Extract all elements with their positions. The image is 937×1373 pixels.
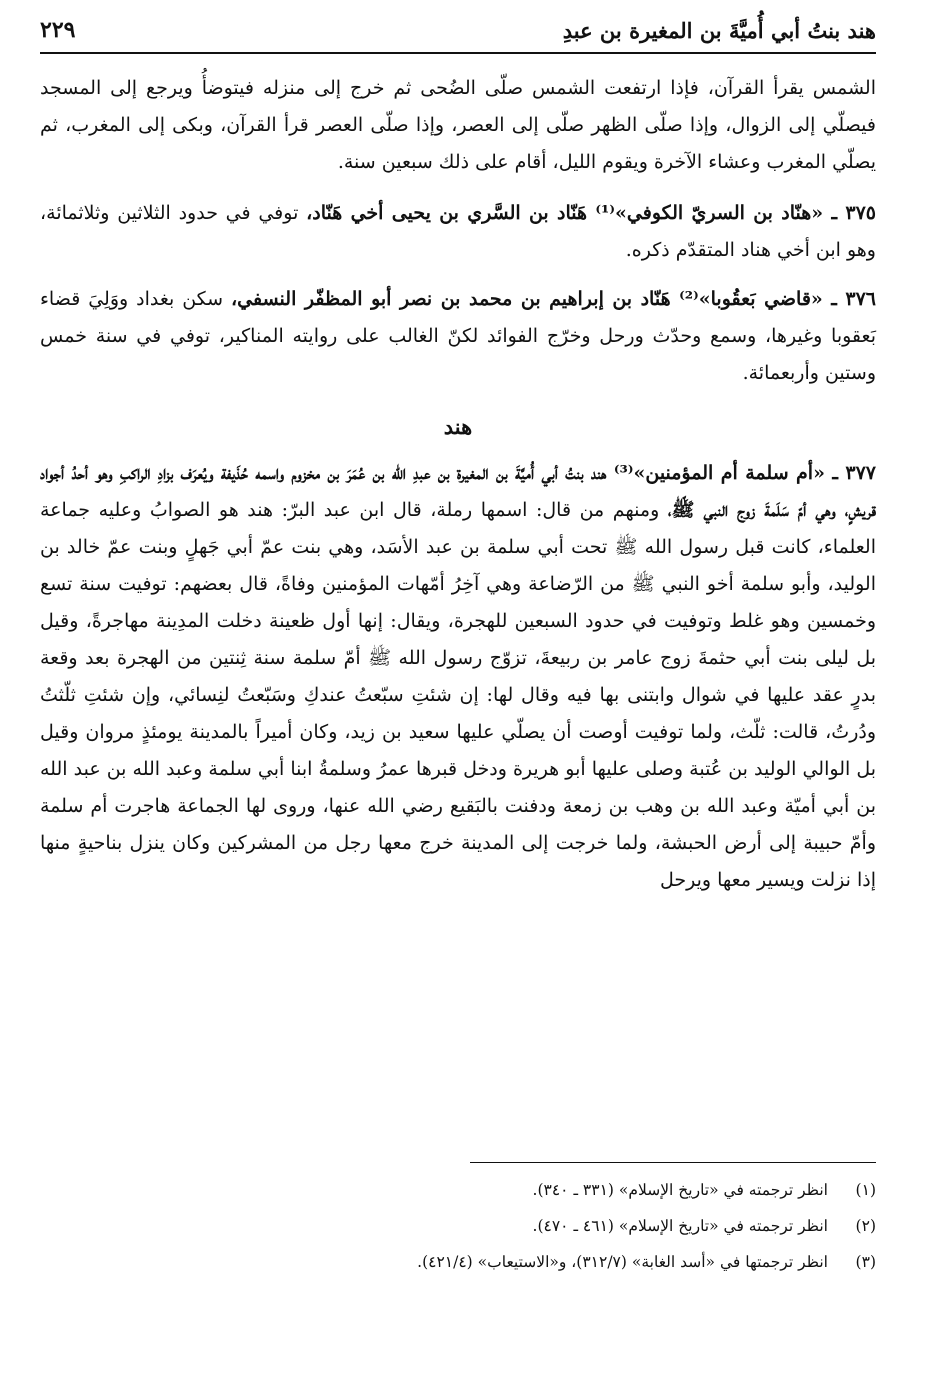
footnote-mark: (١) (855, 1181, 876, 1199)
footnote-mark: (٢) (855, 1217, 876, 1235)
footnote-text: انظر ترجمته في «تاريخ الإسلام» (٤٦١ ـ ٤٧٠). (532, 1217, 828, 1235)
footnote-rule (470, 1162, 876, 1163)
continued-paragraph: الشمس يقرأ القرآن، فإذا ارتفعت الشمس صلّى الضُحى ثم خرج إلى منزله فيتوضأُ ويرجع إلى المسجد فيصلّي إلى الزوال، وإذا صلّى الظهر صلّى إلى العصر، وإذا صلّى العصر قرأ القرآن، وبكى إلى المغرب، ثم يصلّي المغرب وعشاء الآخرة ويقوم الليل، أقام على ذلك سبعين سنة. (40, 77, 876, 173)
footnote-3 (40, 1244, 876, 1280)
running-title: هند بنتُ أبي أُميَّةَ بن المغيرة بن عبدِ (562, 17, 876, 43)
entry-377-heading: ٣٧٧ ـ «أم سلمة أم المؤمنين»⁽³⁾ هند بنتُ أبي أُميَّةَ بن المغيرة بن عبدِ الله بن عُمَرَ بن مخزوم واسمه حُذَيفة ويُعرَف بزادِ الراكبِ وهو أحدُ أجواد قريشٍ، وهي أمّ سَلَمةَ زوج النبي ﷺ، (40, 462, 876, 521)
entry-377-text: ومنهم من قال: اسمها رملة، قال ابن عبد البرّ: هند هو الصوابُ وعليه جماعة العلماء، كانت قبل رسول الله ﷺ تحت أبي سلمة بن عبد الأسَد، وهي بنت عمّ أبي جَهلٍ وبنت عمّ خالد بن الوليد، وأبو سلمة أخو النبي ﷺ من الرّضاعة وهي آخِرُ أمّهات المؤمنين وفاةً، قال بعضهم: توفيت سنة تسع وخمسين وهو غلط وتوفيت في حدود السبعين للهجرة، ويقال: إنها أول ظعينة دخلت المدِينة مهاجرةً، وقيل بل ليلى بنت أبي حثمةَ زوج عامر بن ربيعةَ، تزوّج رسول الله ﷺ أمّ سلمة سنة ثِنتين من الهجرة بعد وقعة بدرٍ عقد عليها في شوال وابتنى بها فيه وقال لها: إن شئتِ سبّعتُ عندكِ وسَبّعتُ لنِسائي، وإن شئتِ ثلّثتُ ودُرتُ، قالت: ثلّث، ولما توفيت أوصت أن يصلّي عليها سعيد بن زيد، وكان أميراً بالمدينة يومئذٍ مروان وقيل بل الوالي الوليد بن عُتبة وصلى عليها أبو هريرة ودخل قبرها عمرُ وسلمةُ ابنا أبي سلمة وعبد الله بن عبد الله بن أبي أميّة وعبد الله بن وهب بن زمعة ودفنت بالبَقيع رضي الله عنها، وروى لها الجماعة هاجرت أم سلمة وأمّ حبيبة إلى أرض الحبشة، ولما خرجت إلى المدينة خرج معها رجل من المشركين وكان ينزل بناحيةٍ منها إذا نزلت ويسير معها ويرحل (40, 499, 876, 891)
footnotes (40, 1172, 876, 1280)
entry-376 (40, 281, 876, 392)
footnote-1 (40, 1172, 876, 1208)
footnote-2 (40, 1208, 876, 1244)
entry-375-heading: ٣٧٥ ـ «هنّاد بن السريّ الكوفي»⁽¹⁾ هَنّاد بن السَّري بن يحيى أخي هَنّاد، (306, 202, 876, 224)
entry-376-heading: ٣٧٦ ـ «قاضي بَعقُوبا»⁽²⁾ هَنّاد بن إبراهيم بن محمد بن نصر أبو المظفّر النسفي، (231, 288, 876, 310)
footnote-text: انظر ترجمتها في «أسد الغابة» (٣١٢/٧)، و«الاستيعاب» (٤٢١/٤). (417, 1253, 828, 1271)
entry-375-text: توفي في حدود الثلاثين وثلاثمائة، وهو ابن أخي هناد المتقدّم ذكره. (40, 202, 876, 261)
main-text (40, 70, 876, 911)
entry-377 (40, 455, 876, 899)
footnote-mark: (٣) (855, 1253, 876, 1271)
header-rule (40, 52, 876, 54)
section-title: هند (443, 414, 473, 439)
entry-376-text: سكن بغداد ووَلِيَ قضاء بَعقوبا وغيرها، وسمع وحدّث ورحل وخرّج الفوائد لكنّ الغالب على روايته المناكير، توفي في سنة خمس وستين وأربعمائة. (40, 288, 876, 384)
entry-375 (40, 195, 876, 269)
book-page (40, 0, 876, 1373)
running-header (40, 10, 876, 50)
page-number: ٢٢٩ (40, 17, 76, 43)
footnote-text: انظر ترجمته في «تاريخ الإسلام» (٣٣١ ـ ٣٤٠). (532, 1181, 828, 1199)
